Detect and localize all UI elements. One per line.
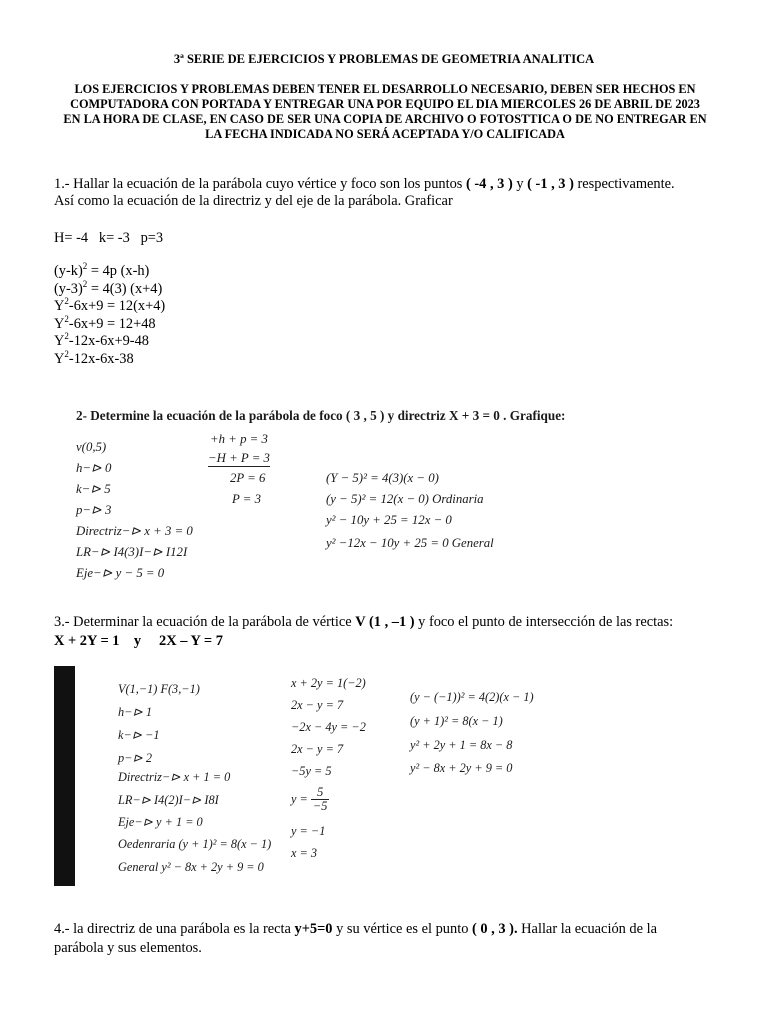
h-value: h−⊳ 0 <box>76 461 112 475</box>
problem-4-text-end: Hallar la ecuación de la <box>517 921 657 937</box>
instructions-line-2: COMPUTADORA CON PORTADA Y ENTREGAR UNA POR EQUIPO EL DIA MIERCOLES 26 DE ABRIL DE 2023 <box>70 97 700 111</box>
system-line-3: −2x − 4y = −2 <box>291 720 366 734</box>
system-line-4: 2x − y = 7 <box>291 742 344 756</box>
instructions-line-3: EN LA HORA DE CLASE, EN CASO DE SER UNA COPIA DE ARCHIVO O FOTOSTTICA O DE NO ENTREGAR EN <box>63 112 707 126</box>
problem-3-text: 3.- Determinar la ecuación de la parábola de vértice <box>54 614 356 630</box>
problem-1-focus: ( -1 , 3 ) <box>527 176 574 192</box>
system-line-5: −5y = 5 <box>291 764 332 778</box>
problem-1-text: 1.- Hallar la ecuación de la parábola cuyo vértice y foco son los puntos <box>54 176 466 192</box>
vertex-value: v(0,5) <box>76 440 107 454</box>
problem-4-vertex: ( 0 , 3 ). <box>472 921 518 937</box>
problem-1-text-and: y <box>512 176 528 192</box>
problem-2-solution-image <box>72 402 582 582</box>
k-value: k−⊳ −1 <box>118 728 160 742</box>
problem-4-statement-line-2: parábola y sus elementos. <box>54 940 202 956</box>
x-result: x = 3 <box>291 846 318 860</box>
y-fraction: y = $\frac{5}{-5}$ <box>291 785 328 813</box>
problem-3-vertex: V (1 , –1 ) <box>355 614 415 630</box>
equation-step-4: y² − 8x + 2y + 9 = 0 <box>410 761 513 775</box>
problem-4-statement <box>54 921 734 937</box>
problem-4-text: 4.- la directriz de una parábola es la recta <box>54 921 295 937</box>
instructions-line-4: LA FECHA INDICADA NO SERÁ ACEPTADA Y/O CALIFICADA <box>205 127 565 141</box>
equation-ordinary: (y − 5)² = 12(x − 0) Ordinaria <box>326 492 484 506</box>
instructions <box>40 82 730 142</box>
directrix: Directriz−⊳ x + 1 = 0 <box>118 770 231 784</box>
equation-line: $Y^2-6x+9 = 12+48$ <box>54 313 156 332</box>
scan-border <box>54 666 75 886</box>
equation-step-2: (y + 1)² = 8(x − 1) <box>410 714 503 728</box>
vertex-focus: V(1,−1) F(3,−1) <box>118 682 200 696</box>
equation-line: $(y-3)^2 = 4(3)$ (x+4) <box>54 278 163 297</box>
problem-1-statement-line-2: Así como la ecuación de la directriz y del eje de la parábola. Graficar <box>54 193 453 209</box>
sum-result: 2P = 6 <box>230 471 266 485</box>
problem-4-directrix: y+5=0 <box>294 921 333 937</box>
problem-1-statement <box>54 176 734 192</box>
problem-1-equations <box>54 263 165 368</box>
p-value: p−⊳ 2 <box>118 751 152 765</box>
equation-line: $Y^2-12x-6x+9-48$ <box>54 331 149 349</box>
problem-1-vertex: ( -4 , 3 ) <box>465 176 513 192</box>
problem-3-statement <box>54 614 734 630</box>
system-line-1: x + 2y = 1(−2) <box>291 676 366 690</box>
problem-4-text-mid: y su vértice es el punto <box>332 921 472 937</box>
equation-general: y² −12x − 10y + 25 = 0 General <box>326 536 494 550</box>
problem-2-heading: 2- Determine la ecuación de la parábola de foco ( 3 , 5 ) y directriz X + 3 = 0 . Grafique: <box>76 408 566 423</box>
equation-step-3: y² + 2y + 1 = 8x − 8 <box>410 738 513 752</box>
equation-step-1: (y − (−1))² = 4(2)(x − 1) <box>410 690 534 704</box>
general-equation: General y² − 8x + 2y + 9 = 0 <box>118 860 264 874</box>
equation-line: $Y^2-6x+9 = 12(x+4)$ <box>54 296 166 314</box>
problem-1-text-end: respectivamente. <box>573 176 675 192</box>
directrix: Directriz−⊳ x + 3 = 0 <box>76 524 193 538</box>
p-result: P = 3 <box>232 492 262 506</box>
axis: Eje−⊳ y + 1 = 0 <box>118 815 203 829</box>
latus-rectum: LR−⊳ I4(3)I−⊳ I12I <box>76 545 188 559</box>
equation-expanded: y² − 10y + 25 = 12x − 0 <box>326 513 452 527</box>
page-title: 3ª SERIE DE EJERCICIOS Y PROBLEMAS DE GEOMETRIA ANALITICA <box>173 52 595 66</box>
problem-3-lines: X + 2Y = 1 y 2X – Y = 7 <box>54 633 223 649</box>
problem-3-solution-image <box>54 666 574 886</box>
h-value: h−⊳ 1 <box>118 705 152 719</box>
equation-line: $Y^2-12x-6x-38$ <box>54 348 134 367</box>
latus-rectum: LR−⊳ I4(2)I−⊳ I8I <box>118 793 219 807</box>
sum-line-2: −H + P = 3 <box>208 451 270 465</box>
p-value: p−⊳ 3 <box>76 503 112 517</box>
system-line-2: 2x − y = 7 <box>291 698 344 712</box>
k-value: k−⊳ 5 <box>76 482 111 496</box>
y-result: y = −1 <box>291 824 326 838</box>
axis: Eje−⊳ y − 5 = 0 <box>76 566 165 580</box>
sum-line-1: +h + p = 3 <box>210 432 268 446</box>
problem-3-text-end: y foco el punto de intersección de las rectas: <box>414 614 674 630</box>
equation-step-1: (Y − 5)² = 4(3)(x − 0) <box>326 471 439 485</box>
problem-1-values: H= -4 k= -3 p=3 <box>54 230 164 246</box>
ordinary-equation: Oedenraria (y + 1)² = 8(x − 1) <box>118 837 272 851</box>
equation-line: $(y-k)^2 = 4p$ (x-h) <box>54 261 150 279</box>
instructions-line-1: LOS EJERCICIOS Y PROBLEMAS DEBEN TENER EL DESARROLLO NECESARIO, DEBEN SER HECHOS EN <box>74 82 696 96</box>
